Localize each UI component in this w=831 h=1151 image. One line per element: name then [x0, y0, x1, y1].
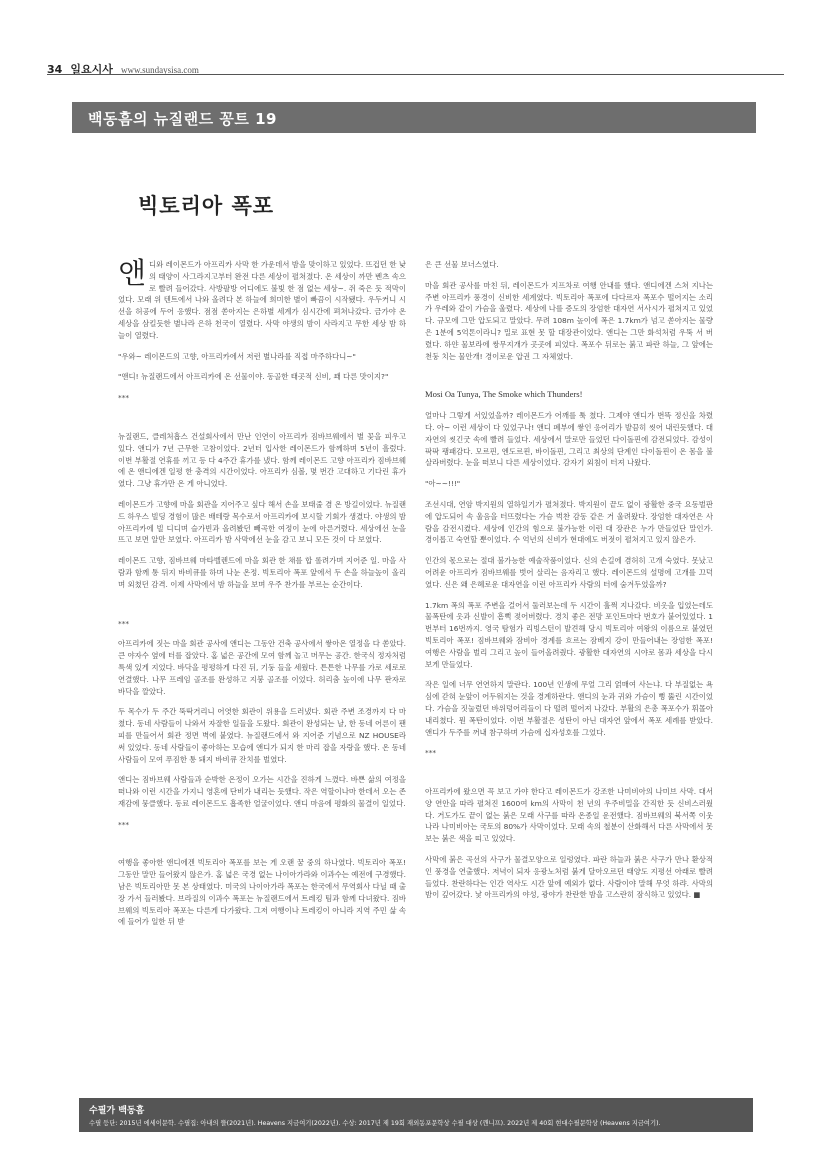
page-header — [47, 58, 784, 78]
paragraph: 아프리카에 왔으면 꼭 보고 가야 한다고 레이몬드가 강조한 나미비아의 나미브 사막. 대서양 연안을 따라 펼쳐진 1600여 km의 사막이 천 년의 우주비밀을 간직한 듯 신비스러웠다. 거도가도 끝이 없는 붉은 모래 사구를 따라 온종일 운전했다. 짐바브웨의 북서쪽 이웃나라 나미비아는 국토의 80%가 사막이었다. 모래 속의 철분이 산화해서 다른 사막에서 못 보는 붉은 색을 띠고 있었다. — [425, 787, 713, 844]
paragraph: "앤디! 뉴질랜드에서 아프리카에 온 선물이야. 동골한 태곳적 신비, 꽤 다른 맛이지?" — [118, 372, 389, 382]
series-title: 백동흠의 뉴질랜드 꽁트 19 — [88, 110, 277, 128]
page-number: 34 — [47, 63, 63, 76]
english-quote: Mosi Oa Tunya, The Smoke which Thunders! — [425, 389, 583, 400]
right-column — [425, 259, 713, 910]
paragraph: 인간의 몫으로는 절대 불가능한 예술작품이었다. 신의 손길에 겸허히 고개 숙였다. 못났고 어려운 아프리카 짐바브웨를 벗어 살리는 음자리고 했다. 레이몬드의 설명에 고개를 끄덕였다. 신은 왜 은혜로운 대자연을 이런 아프리카 사람의 터에 숨겨두었을까? — [425, 556, 713, 589]
paragraph: 여행을 좋아한 앤디에겐 빅토리아 폭포를 보는 게 오랜 꿈 중의 하나였다. 빅토리아 폭포! 그동안 말만 들어왔지 않은가. 홈 넓은 국경 없는 나이아가라와 이과수는 예전에 구경했다. 남은 빅토리아만 못 본 상태였다. 미국의 나이아가라 폭포는 한국에서 무역회사 다닐 때 출장 가서 들러봤다. 브라질의 이과수 폭포는 뉴질랜드에서 트레킹 팀과 함께 다녀왔다. 짐바브웨의 빅토리아 폭포는 다른게 다가왔다. 그저 여행이나 트레킹이 아니라 지역 주민 삶 속에 들어가 일한 뒤 받 — [118, 858, 406, 927]
paragraph: 두 목수가 두 주간 뚝딱거리니 어엿한 회관이 위용을 드러냈다. 회관 주변 조경까지 다 마쳤다. 동네 사람들이 나와서 자잘한 일들을 도왔다. 회관이 완성되는 날, 한 동네 어른이 팬피를 만들어서 회관 정면 벽에 붙였다. 뉴질랜드에서 와 지어준 기념으로 NZ HOUSE라 써 있었다. 동네 사람들이 좋아하는 모습에 앤디가 되지 한 마리 잡을 자랑을 했다. 온 동네 사람들이 모여 푸짐한 통 돼지 바비큐 잔치를 벌였다. — [118, 707, 406, 764]
paragraph: 조선시대, 연암 박지원의 열하일기가 펼쳐졌다. 박지원이 끝도 없이 광활한 중국 요동벌판에 압도되어 속 울음을 터뜨렸다는 가슴 벅찬 감동 같은 거 울려왔다. 장엄한 대자연은 사람을 감전시켰다. 세상에 인간의 힘으로 불가능한 이런 대 장관은 누가 만들었단 말인가. 경이롭고 숙연할 뿐이었다. 수 억년의 신비가 현대에도 버젓이 펼쳐지고 있지 않은가. — [425, 499, 713, 545]
section-divider: *** — [118, 819, 130, 829]
paragraph: 마을 회관 공사를 마친 뒤, 레이몬드가 지프차로 여행 안내를 했다. 앤디에겐 스쳐 지나는 주변 아프리카 풍경이 신비한 세계였다. 빅토리아 폭포에 다다르자 폭포수 떨어지는 소리가 우레와 같이 가슴을 울렸다. 세상에 나를 증도의 장엄한 대자연 서사시가 펼쳐지고 있었다. 규모에 그만 압도되고 말았다. 무려 108m 높이에 폭은 1.7km가 넘고 쏟아지는 물량은 1분에 5억톤이라니? 밀로 표현 못 할 대장관이었다. 앤디는 그만 화석처럼 우뚝 서 버렸다. 하얀 물보라에 쌍무지개가 곳곳에 피었다. 폭포수 뒤로는 붉고 파란 하늘, 그 앞에는 천둥 치는 물안개! 경이로운 압권 그 자체였다. — [425, 280, 713, 361]
paragraph: 뉴질랜드, 클레처흡스 건설회사에서 만난 인연이 아프리카 짐바브웨에서 별 꽃을 피우고 있다. 앤디가 7년 근무한 고참이었다. 2년터 입사한 레이몬드가 함께하며 5년이 흘렀다. 이번 부활절 연휴를 끼고 등 다 4주간 휴가를 냈다. 함께 레이몬드 고향 아프리카 짐바브웨에 온 앤디에겐 일평 한 충격의 시간이었다. 아프리카 심볼, 몇 번간 고대하고 기다린 휴가였다. 그냥 휴가만 온 게 아니었다. — [118, 431, 406, 489]
paragraph: 아프리카에 짓는 마을 회관 공사에 앤디는 그동안 건축 공사에서 쌓아온 열정을 다 쏟았다. 큰 야자수 옆에 터를 잡았다. 홈 넓은 공간에 모여 함께 놀고 머무는 공간. 한국식 정자처럼 특색 있게 지었다. 바닥을 평평하게 다진 뒤, 기둥 들을 세웠다. 튼튼한 나무를 가로 세로로 연결했다. 나무 프레임 골조를 완성하고 지붕 골조를 이었다. 허리춤 높이에 나무 판자로 바닥을 깔았다. — [118, 639, 406, 696]
header-divider — [47, 74, 784, 75]
paragraph: 레이몬드가 고향에 마을 회관을 지어주고 싶다 해서 손을 보태줄 겸 온 방길이었다. 뉴질랜드 하우스 빌딩 경험이 많은 배테랑 목수로서 아프리카에 보시할 기회가 생겼다. 야생의 밤 아프리카에 빌 디디며 슬가빈과 올려봤던 빼곡한 여정이 눈에 아른거렸다. 세상에선 눈을 뜨고 보면 알만 보였다. 아프리카 밤 사막에선 눈을 감고 보니 모든 것이 다 보였다. — [118, 499, 406, 545]
section-divider: *** — [425, 748, 437, 758]
paragraph: 사막에 붉은 곡선의 사구가 물결모양으로 일렁였다. 파란 하늘과 붉은 사구가 만나 환상적인 풍경을 연출했다. 저녁이 되자 응광노처럼 붉게 달아오르던 태양도 지평선 아래로 빨려 들었다. 찬란하다는 인간 역사도 시간 앞에 예외가 없다. 사람이야 말해 무엇 하랴. 사막의 밤이 깊어갔다. 낯 아프리카의 야성, 광야가 찬란한 밤을 고스란히 잠식하고 있었다. ■ — [425, 855, 713, 900]
author-bio: 수필 등단: 2015년 에세이문학. 수필집: 아내의 뜰(2021년). Heavens 지금여기(2022년). 수상: 2017년 제 19회 재외동포문학상 수필 대상 (깬니프). 2022년 제 40회 현대수필문학상 (Heavens 지금여기). — [89, 1120, 661, 1127]
section-divider: *** — [118, 393, 130, 403]
drop-cap: 앤 — [118, 256, 147, 290]
exclamation: "아~~!!!" — [425, 479, 461, 489]
section-divider: *** — [118, 618, 130, 628]
left-column — [118, 256, 406, 937]
brand-name: 일요시사 — [70, 63, 113, 76]
author-name: 수필가 백동흠 — [89, 1106, 145, 1116]
paragraph: 얼마나 그렇게 서있었을까? 레이몬드가 어깨를 툭 쳤다. 그제야 앤디가 번뜩 정신을 차렸다. 아~ 이런 세상이 다 있었구나! 앤디 폐부에 쌓인 응어리가 발끔히 씻어 내린듯했다. 대자연의 씻긴굿 속에 빨려 들었다. 세상에서 말로만 들었던 다이돌핀에 감전되었다. 감성이 팍팍 팽패감다. 모르핀, 엔도르핀, 바이돌핀, 그리고 최상의 단계인 다이돌핀이 온 몸을 불살라버렸다. 눈을 떠보니 다른 세상이었다. 감자기 외침이 터져 나왔다. — [425, 411, 713, 468]
paragraph: "우와~ 레이몬드의 고향, 아프리카에서 저런 별나라를 직접 마주하다니~" — [118, 351, 356, 361]
author-box — [79, 1098, 753, 1132]
paragraph: 은 큰 선물 보너스였다. — [425, 260, 499, 269]
article-title: 빅토리아 폭포 — [138, 193, 275, 218]
paragraph: 작은 일에 너무 연연하지 말란다. 100년 인생에 무얼 그리 얽매여 사는냐. 다 부질없는 욕심에 갇혀 눈앞이 어두워지는 것을 경계하란다. 앤디의 눈과 귀와 가슴이 뻥 뚫린 시간이었다. 가슴을 짓눌렀던 바위덩어리들이 다 떨려 떨어져 나갔다. 부활의 은총 폭포수가 휘몰아 내리쳤다. 뭔 폭탄이었다. 이번 부활절은 성탄이 아닌 대자연 앞에서 폭포 세례를 받았다. 앤디가 두주를 꺼내 참구하며 가슴에 십자성호를 그었다. — [425, 680, 713, 737]
paragraph: 레이몬드 고향, 짐바브웨 마타벨렌드에 마을 회관 한 채를 합 롤려가며 지어준 일. 마을 사람과 함께 통 뒤지 바비큐를 하며 나눈 온정. 빅토리아 폭포 앞에서 두 손을 하늘높이 올리며 외쳤던 감격. 이제 사막에서 밤 하늘을 보며 우주 찬가를 부르는 순간이다. — [118, 556, 406, 589]
series-banner — [72, 102, 756, 133]
paragraph: 앤디와 레이몬드가 아프리카 사막 한 가운데서 밤을 맞이하고 있었다. 뜨겁던 한 낮의 태양이 사그라지고부터 완전 다른 세상이 펼쳐졌다. 온 세상이 까만 벤츠 속으로 빨려 들어갔다. 사방팔방 어디에도 불빛 한 점 없는 세상~. 쥐 죽은 듯 적막이었다. 모래 위 텐트에서 나와 올려다 본 하늘에 희미한 별이 빠끔이 시작됐다. 우두커니 시선을 허공에 두어 응했다. 점점 쏟아지는 은하별 세계가 심시간에 펴쳐나갔다. 금가야 온 세상을 삼킬듯한 별나라 은하 천국이 열렸다. 사막 야생의 밤이 사라지고 무한 세상 밤 하늘이 열렸다. — [118, 256, 406, 340]
paragraph: 앤디는 짐바브웨 사람들과 순박한 온정이 오가는 시간을 진하게 느꼈다. 바쁜 삶의 여정을 떠나와 이런 시간을 가지니 영혼에 단비가 내리는 듯했다. 작은 역할이나마 한데서 오는 존재감에 뭉클했다. 동료 레이몬드도 흡족한 얼굴이었다. 앤디 마음에 평화의 물결이 일었다. — [118, 775, 406, 808]
paragraph: 1.7km 폭의 폭포 주변을 걸어서 둘러보는데 두 시간이 훌쩍 지나갔다. 비옷을 입었는데도 물폭탄에 옷과 신발이 흠뻑 젖어버렸다. 경치 좋은 전망 포인트마다 번호가 붙어있었다. 1번부터 16번까지. 영국 탐험가 리빙스턴이 발견해 당시 빅토리아 여왕의 이름으로 붙였던 빅토리아 폭포! 짐바브웨와 잠비아 경계를 흐르는 잠베지 강이 만들어내는 장엄한 폭포! 여행은 사람을 벌리 그리고 높이 들어올려줬다. 광활한 대자연의 시야로 몸과 세상을 다시 보게 만들었다. — [425, 600, 713, 669]
site-url: www.sundaysisa.com — [121, 65, 199, 75]
